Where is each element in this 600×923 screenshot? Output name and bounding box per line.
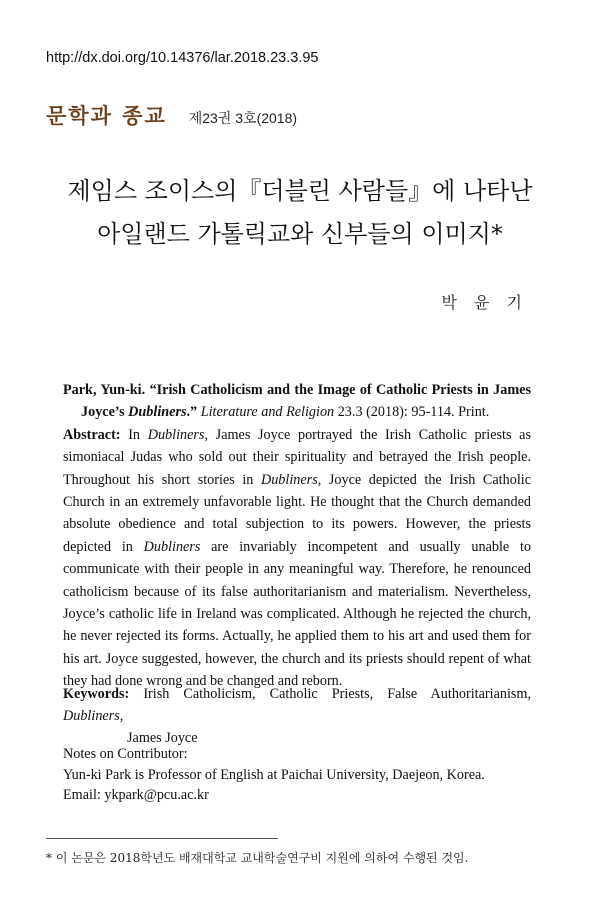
abstract-seg-5: Dubliners [143, 538, 201, 555]
journal-logo: 문학과 종교 [46, 104, 167, 128]
citation-line-2 [63, 401, 531, 423]
abstract-seg-1: Dubliners [147, 426, 205, 443]
notes-email[interactable]: Email: ykpark@pcu.ac.kr [63, 787, 209, 803]
keywords-list: Irish Catholicism, Catholic Priests, False Authoritarianism, [143, 686, 532, 702]
notes-bio: Yun-ki Park is Professor of English at Paichai University, Daejeon, Korea. [63, 766, 485, 783]
footnote-divider [46, 838, 278, 839]
keywords-comma: , [119, 708, 124, 724]
keywords-italic: Dubliners [63, 708, 120, 724]
footnote: * 이 논문은 2018학년도 배재대학교 교내학술연구비 지원에 의하여 수행된 것임. [46, 851, 469, 865]
abstract-seg-3: Dubliners [260, 471, 318, 488]
abstract-seg-2: , James Joyce portrayed the Irish Catholic priests as simoniacal Judas who sold out their spirituality and betrayed the Irish people. Throughout his short stories in [63, 426, 531, 488]
citation-title-cont: Joyce’s [81, 404, 125, 421]
keywords-label: Keywords: [63, 686, 130, 702]
contributor-notes [63, 744, 543, 806]
journal-issue: 제23권 3호(2018) [188, 110, 298, 126]
abstract-seg-0: In [120, 426, 148, 443]
abstract-text [63, 424, 531, 693]
abstract-label: Abstract: [63, 426, 121, 443]
citation-details: 23.3 (2018): 95-114. Print. [337, 404, 490, 421]
citation-line-1 [63, 379, 531, 401]
abstract-seg-6: are invariably incompetent and usually unable to communicate with their people in any meaningful way. Therefore, he renounced catholicism because of its false authoritarianism and materialism. Nevertheless, Joyce’s catholic life in Ireland was complicated. Although he rejected the church, he never rejected its forms. Actually, he applied them to his art and used them for his art. Joyce suggested, however, the church and its priests should repent of what they had done wrong and be changed and reborn. [63, 538, 531, 690]
doi-link[interactable]: http://dx.doi.org/10.14376/lar.2018.23.3.95 [46, 50, 319, 66]
notes-heading: Notes on Contributor: [63, 746, 188, 762]
citation-journal: Literature and Religion [200, 404, 335, 421]
keywords-section [63, 683, 531, 749]
title-line-2: 아일랜드 가톨릭교와 신부들의 이미지* [97, 220, 503, 248]
author-name: 박 윤 기 [441, 293, 528, 312]
article-title [20, 170, 580, 256]
citation-title-italic: Dubliners [128, 404, 187, 421]
title-line-1: 제임스 조이스의『더블린 사람들』에 나타난 [67, 177, 533, 205]
abstract-seg-4: , Joyce depicted the Irish Catholic Church in an extremely unfavorable light. He thought that the Church demanded absolute obedience and total subjection to its powers. However, the priests depicted in [63, 471, 531, 555]
journal-header [46, 100, 297, 130]
keywords-line-2: James Joyce [127, 730, 198, 746]
keywords-line-1 [63, 683, 531, 727]
abstract-section [63, 379, 531, 693]
citation-authors: Park, Yun-ki. [63, 382, 146, 398]
citation-title-end: .” [186, 404, 198, 421]
citation-title: “Irish Catholicism and the Image of Catholic Priests in James [149, 382, 532, 398]
